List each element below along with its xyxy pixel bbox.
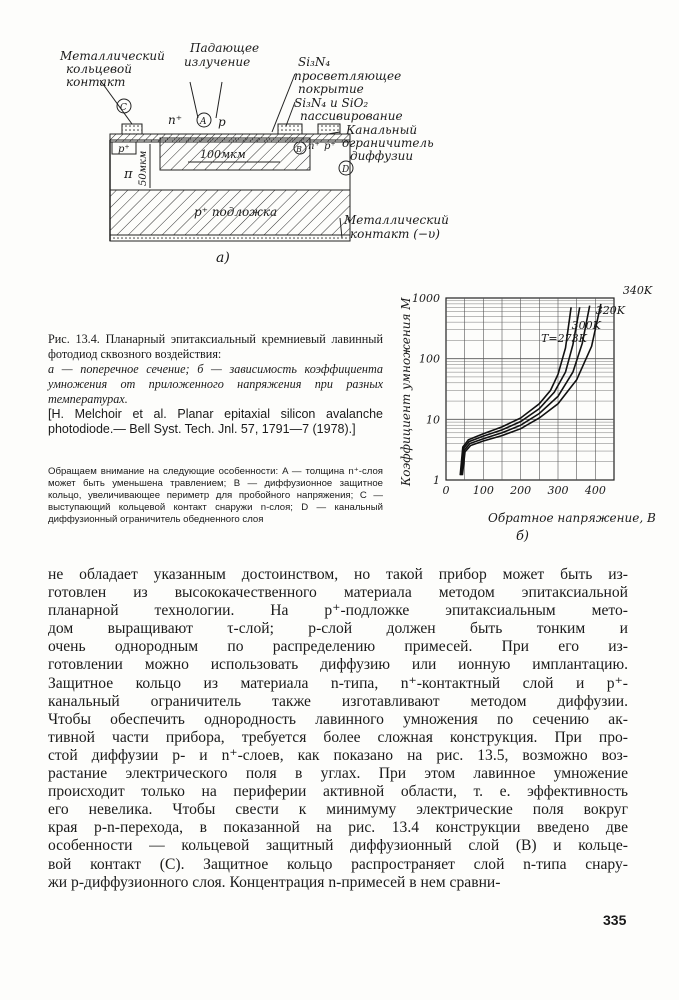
series-label: 340K bbox=[622, 284, 653, 297]
label-p: p bbox=[218, 115, 226, 129]
figure-caption bbox=[48, 332, 383, 437]
label-antireflect-2: покрытие bbox=[298, 82, 364, 96]
y-tick-label: 100 bbox=[419, 352, 440, 366]
label-metal-contact-1: Металлический bbox=[344, 213, 449, 227]
label-channel-2: ограничитель bbox=[342, 136, 434, 150]
marker-d: D bbox=[342, 165, 350, 175]
cross-section-figure bbox=[40, 40, 480, 270]
caption-parts: а — поперечное сечение; б — зависимость коэффициента умножения от приложенного напряжения при разных температурах. bbox=[48, 362, 383, 406]
label-metal-ring-3: контакт bbox=[66, 75, 126, 89]
multiplication-chart bbox=[398, 276, 656, 546]
body-line: не обладает указанным достоинством, но такой прибор может быть из- bbox=[48, 566, 628, 583]
marker-b: B bbox=[296, 145, 302, 154]
ring-contact-right bbox=[278, 124, 302, 134]
marker-a: A bbox=[200, 117, 207, 127]
label-incident-1: Падающее bbox=[190, 41, 260, 55]
label-incident-2: излучение bbox=[184, 55, 251, 69]
label-pi: π bbox=[124, 167, 133, 182]
label-substrate: p⁺ подложка bbox=[194, 205, 278, 219]
body-line: готовлен из высококачественного материала методом эпитаксиальной bbox=[48, 584, 628, 602]
x-tick-label: 0 bbox=[442, 484, 450, 497]
note-text: Обращаем внимание на следующие особенности: A — толщина n⁺-слоя может быть уменьшена травлением; B — диффузионное защитное кольцо, увеличивающее периметр для пробойного напряжения; C — выступающий кольцевой контакт снаружи n-слоя; D — канальный диффузионный ограничитель обедненного слоя bbox=[48, 466, 383, 525]
caption-title: Рис. 13.4. Планарный эпитаксиальный кремниевый лавинный фотодиод сквозного воздействия: bbox=[48, 332, 383, 361]
page-number: 335 bbox=[603, 912, 627, 928]
body-line: канальный ограничитель также изготавливают методом диффузии. bbox=[48, 692, 628, 710]
figure-note bbox=[48, 466, 383, 526]
label-metal-ring-1: Металлический bbox=[60, 49, 165, 63]
label-dim-100: 100мкм bbox=[200, 148, 246, 161]
y-tick-label: 10 bbox=[426, 413, 440, 427]
label-channel-3: диффузии bbox=[350, 149, 414, 163]
body-line: вой контакт (C). Защитное кольцо распространяет слой n-типа снару- bbox=[48, 855, 628, 873]
ring-contact-left bbox=[122, 124, 142, 134]
body-line: планарной технологии. На p⁺-подложке эпитаксиальным мето- bbox=[48, 602, 628, 620]
x-tick-label: 200 bbox=[510, 484, 532, 497]
series-label: 300K bbox=[571, 319, 601, 332]
label-si3n4: Si₃N₄ bbox=[298, 55, 331, 69]
caption-citation: [H. Melchoir et al. Planar epitaxial silicon avalanche photodiode.— Bell Syst. Tech. Jnl. 57, 1791—7 (1978).] bbox=[48, 407, 383, 436]
chart-sublabel: б) bbox=[516, 529, 530, 544]
body-line: тивной части прибора, требуется более сложная конструкция. При про- bbox=[48, 728, 628, 746]
series-label: T=273K bbox=[541, 332, 587, 345]
label-n-plus-right: n⁺ bbox=[308, 141, 320, 152]
label-dim-50: 50мкм bbox=[138, 150, 149, 186]
chart-xlabel: Обратное напряжение, В bbox=[488, 511, 656, 525]
label-antireflect-1: просветляющее bbox=[294, 69, 402, 83]
figure-a-sublabel: а) bbox=[216, 250, 230, 266]
marker-c: C bbox=[120, 103, 127, 113]
body-line: края p-n-перехода, в показанной на рис. 13.4 конструкции введено две bbox=[48, 819, 628, 837]
chart-ylabel: Коэффициент умножения M bbox=[399, 297, 413, 486]
label-metal-ring-2: кольцевой bbox=[66, 62, 132, 76]
body-line: жи p-диффузионного слоя. Концентрация n-примесей в нем сравни- bbox=[48, 873, 501, 891]
body-line: очень однородным по распределению примесей. При его из- bbox=[48, 638, 628, 656]
body-line: его невелика. Чтобы свести к минимуму электрические поля вокруг bbox=[48, 801, 628, 819]
y-tick-label: 1000 bbox=[412, 292, 440, 305]
label-p-plus-right: p⁺ bbox=[324, 141, 336, 152]
body-text bbox=[48, 566, 628, 892]
label-metal-contact-2: контакт (−υ) bbox=[350, 227, 440, 241]
contact-bottom bbox=[110, 235, 350, 241]
body-line: стой диффузии p- и n⁺-слоев, как показано на рис. 13.5, возможно воз- bbox=[48, 746, 628, 764]
body-line: дом выращивают τ-слой; p-слой должен быть тонким и bbox=[48, 620, 628, 638]
y-tick-label: 1 bbox=[433, 474, 440, 487]
body-line: готовлении можно использовать диффузию или ионную имплантацию. bbox=[48, 656, 628, 674]
body-line: растание электрического поля в углах. При этом лавинное умножение bbox=[48, 765, 628, 783]
label-n-plus: n⁺ bbox=[168, 113, 183, 127]
x-tick-label: 400 bbox=[584, 484, 606, 497]
x-tick-label: 300 bbox=[547, 484, 569, 497]
body-line: Чтобы обеспечить однородность лавинного умножения по сечению ак- bbox=[48, 710, 628, 728]
x-tick-label: 100 bbox=[472, 484, 494, 497]
label-channel-1: Канальный bbox=[346, 123, 418, 137]
label-p-plus-left: p⁺ bbox=[118, 144, 130, 155]
label-passiv-1: Si₃N₄ и SiO₂ bbox=[294, 96, 369, 110]
body-line: происходит только на периферии активной области, т. е. эффективность bbox=[48, 783, 628, 801]
series-label: 320K bbox=[595, 304, 625, 317]
body-line: Защитное кольцо из материала n-типа, n⁺-контактный слой и p⁺- bbox=[48, 674, 628, 692]
body-line: особенности — кольцевой защитный диффузионный слой (B) и кольце- bbox=[48, 837, 628, 855]
label-passiv-2: пассивирование bbox=[300, 109, 403, 123]
